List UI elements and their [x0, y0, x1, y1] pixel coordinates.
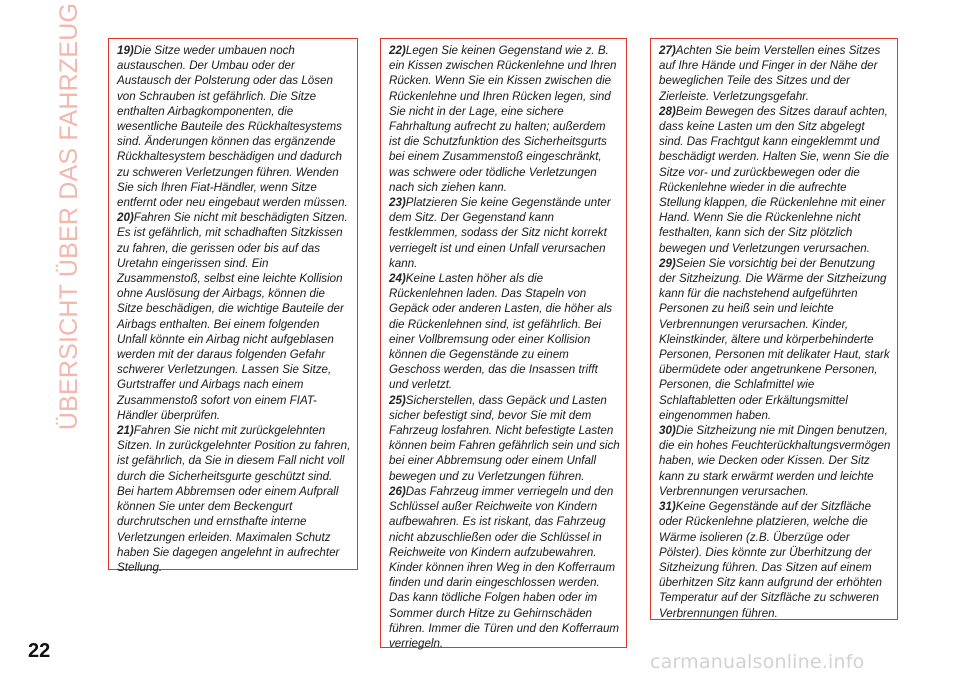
- section-title-vertical: [50, 2, 90, 430]
- note-number: 30): [659, 424, 676, 438]
- note-number: 23): [389, 196, 406, 210]
- note-28: [659, 104, 891, 256]
- note-text: Platzieren Sie keine Gegenstände unter dem Sitz. Der Gegenstand kann festklemmen, sodass der Sitz nicht korrekt verriegelt ist und einen Unfall verursachen kann.: [389, 196, 611, 270]
- note-number: 19): [117, 44, 134, 57]
- page-number: 22: [28, 640, 51, 662]
- note-number: 25): [389, 393, 406, 407]
- note-text: Keine Gegenstände auf der Sitzfläche oder Rückenlehne platzieren, welche die Wärme isolieren (z.B. Überzüge oder Pölster). Dies könnte zur Überhitzung der Sitzheizung führen. Das Sitzen auf einem überhitzen Sitz kann aufgrund der erhöhten Temperatur auf der Sitzfläche zu schweren Verbrennungen führen.: [659, 500, 883, 620]
- note-number: 26): [389, 484, 406, 498]
- watermark: carmanualsonline.info: [650, 651, 865, 673]
- note-20: [117, 210, 351, 423]
- note-text: Seien Sie vorsichtig bei der Benutzung der Sitzheizung. Die Wärme der Sitzheizung kann für die nachstehend aufgeführten Personen zu heiß sein und leichte Verbrennungen verursachen. Kinder, Kleinstkinder, ältere und körperbehinderte Personen, Personen mit delikater Haut, stark übermüdete oder angetrunkene Personen, Personen, die Schlafmittel wie Schlaftabletten oder Erkältungsmittel eingenommen haben.: [659, 256, 890, 422]
- note-number: 31): [659, 500, 676, 514]
- note-26: [389, 484, 620, 651]
- note-text: Fahren Sie nicht mit zurückgelehnten Sitzen. In zurückgelehnter Position zu fahren, ist gefährlich, da Sie in diesem Fall nicht voll durch die Sicherheitsgurte geschützt sind. Bei hartem Abbremsen oder einem Aufprall können Sie unter dem Beckengurt durchrutschen und ernsthafte interne Verletzungen erleiden. Maximalen Schutz haben Sie dagegen angelehnt in aufrechter Stellung.: [117, 424, 351, 574]
- note-30: [659, 423, 891, 499]
- note-29: [659, 256, 891, 423]
- note-number: 21): [117, 424, 134, 438]
- note-number: 24): [389, 272, 406, 286]
- section-title-text: ÜBERSICHT ÜBER DAS FAHRZEUG: [55, 2, 84, 430]
- note-text: Die Sitze weder umbauen noch austauschen. Der Umbau oder der Austausch der Polsterung oder das Lösen von Schrauben ist gefährlich. Die Sitze enthalten Airbagkomponenten, die wesentliche Bauteile des Rückhaltesystems sind. Änderungen können das ergänzende Rückhaltesystem beschädigen und dadurch zu schweren Verletzungen führen. Wenden Sie sich Ihren Fiat-Händler, wenn Sitze entfernt oder neu eingebaut werden müssen.: [117, 44, 348, 210]
- note-31: [659, 499, 891, 621]
- warning-panel-3: [650, 38, 898, 620]
- note-number: 20): [117, 211, 134, 225]
- note-number: 27): [659, 44, 676, 57]
- note-19: [117, 43, 351, 210]
- note-text: Legen Sie keinen Gegenstand wie z. B. ein Kissen zwischen Rückenlehne und Ihren Rücken. Wenn Sie ein Kissen zwischen die Rückenlehne und Ihren Rücken legen, sind Sie nicht in der Lage, eine sichere Fahrhaltung aufrecht zu halten; außerdem ist die Schutzfunktion des Sicherheitsgurts bei einem Zusammenstoß eingeschränkt, was schwere oder tödliche Verletzungen nach sich ziehen kann.: [389, 44, 617, 194]
- note-number: 28): [659, 104, 676, 118]
- note-text: Das Fahrzeug immer verriegeln und den Schlüssel außer Reichweite von Kindern aufbewahren. Es ist riskant, das Fahrzeug nicht abzuschließen oder die Schlüssel in Reichweite von Kindern aufzubewahren. Kinder können ihren Weg in den Kofferraum finden und darin eingeschlossen werden. Das kann tödliche Folgen haben oder im Sommer durch Hitze zu Gehirnschäden führen. Immer die Türen und den Kofferraum verriegeln.: [389, 484, 620, 650]
- note-text: Achten Sie beim Verstellen eines Sitzes auf Ihre Hände und Finger in der Nähe der beweglichen Teile des Sitzes und der Zierleiste. Verletzungsgefahr.: [659, 44, 881, 103]
- note-23: [389, 195, 620, 271]
- note-text: Sicherstellen, dass Gepäck und Lasten sicher befestigt sind, bevor Sie mit dem Fahrzeug losfahren. Nicht befestigte Lasten können beim Fahren gefährlich sein und sich bei einer Abbremsung oder einem Unfall bewegen und zu Verletzungen führen.: [389, 393, 620, 483]
- note-number: 29): [659, 256, 676, 270]
- note-text: Fahren Sie nicht mit beschädigten Sitzen. Es ist gefährlich, mit schadhaften Sitzkissen zu fahren, die gerissen oder bis auf das Uretahn eingerissen sind. Ein Zusammenstoß, selbst eine leichte Kollision ohne Auslösung der Airbags, können die Sitze beschädigen, die wichtige Bauteile der Airbags enthalten. Bei einem folgenden Unfall könnte ein Airbag nicht aufgeblasen werden mit der daraus folgenden Gefahr schwerer Verletzungen. Lassen Sie Sitze, Gurtstraffer und Airbags nach einem Zusammenstoß sofort von einem FIAT-Händler überprüfen.: [117, 211, 348, 422]
- note-text: Beim Bewegen des Sitzes darauf achten, dass keine Lasten um den Sitz abgelegt sind. Das Frachtgut kann eingeklemmt und beschädigt werden. Halten Sie, wenn Sie die Sitze vor- und zurückbewegen oder die Rückenlehne wieder in die aufrechte Stellung klappen, die Rückenlehne mit einer Hand. Wenn Sie die Rückenlehne nicht festhalten, kann sich der Sitz plötzlich bewegen und Verletzungen verursachen.: [659, 104, 890, 255]
- note-27: [659, 43, 891, 104]
- note-22: [389, 43, 620, 195]
- warning-panel-2: [380, 38, 627, 648]
- note-24: [389, 271, 620, 393]
- note-text: Keine Lasten höher als die Rückenlehnen laden. Das Stapeln von Gepäck oder anderen Lasten, die höher als die Rückenlehnen sind, ist gefährlich. Bei einer Vollbremsung oder einer Kollision können die Gegenstände zu einem Geschoss werden, das die Insassen trifft und verletzt.: [389, 272, 613, 392]
- note-number: 22): [389, 44, 406, 57]
- note-text: Die Sitzheizung nie mit Dingen benutzen, die ein hohes Feuchterückhaltungsvermögen haben, wie Decken oder Kissen. Der Sitz kann zu stark erwärmt werden und leichte Verbrennungen verursachen.: [659, 424, 891, 498]
- warning-panel-1: [108, 38, 358, 574]
- note-25: [389, 393, 620, 484]
- note-21: [117, 423, 351, 575]
